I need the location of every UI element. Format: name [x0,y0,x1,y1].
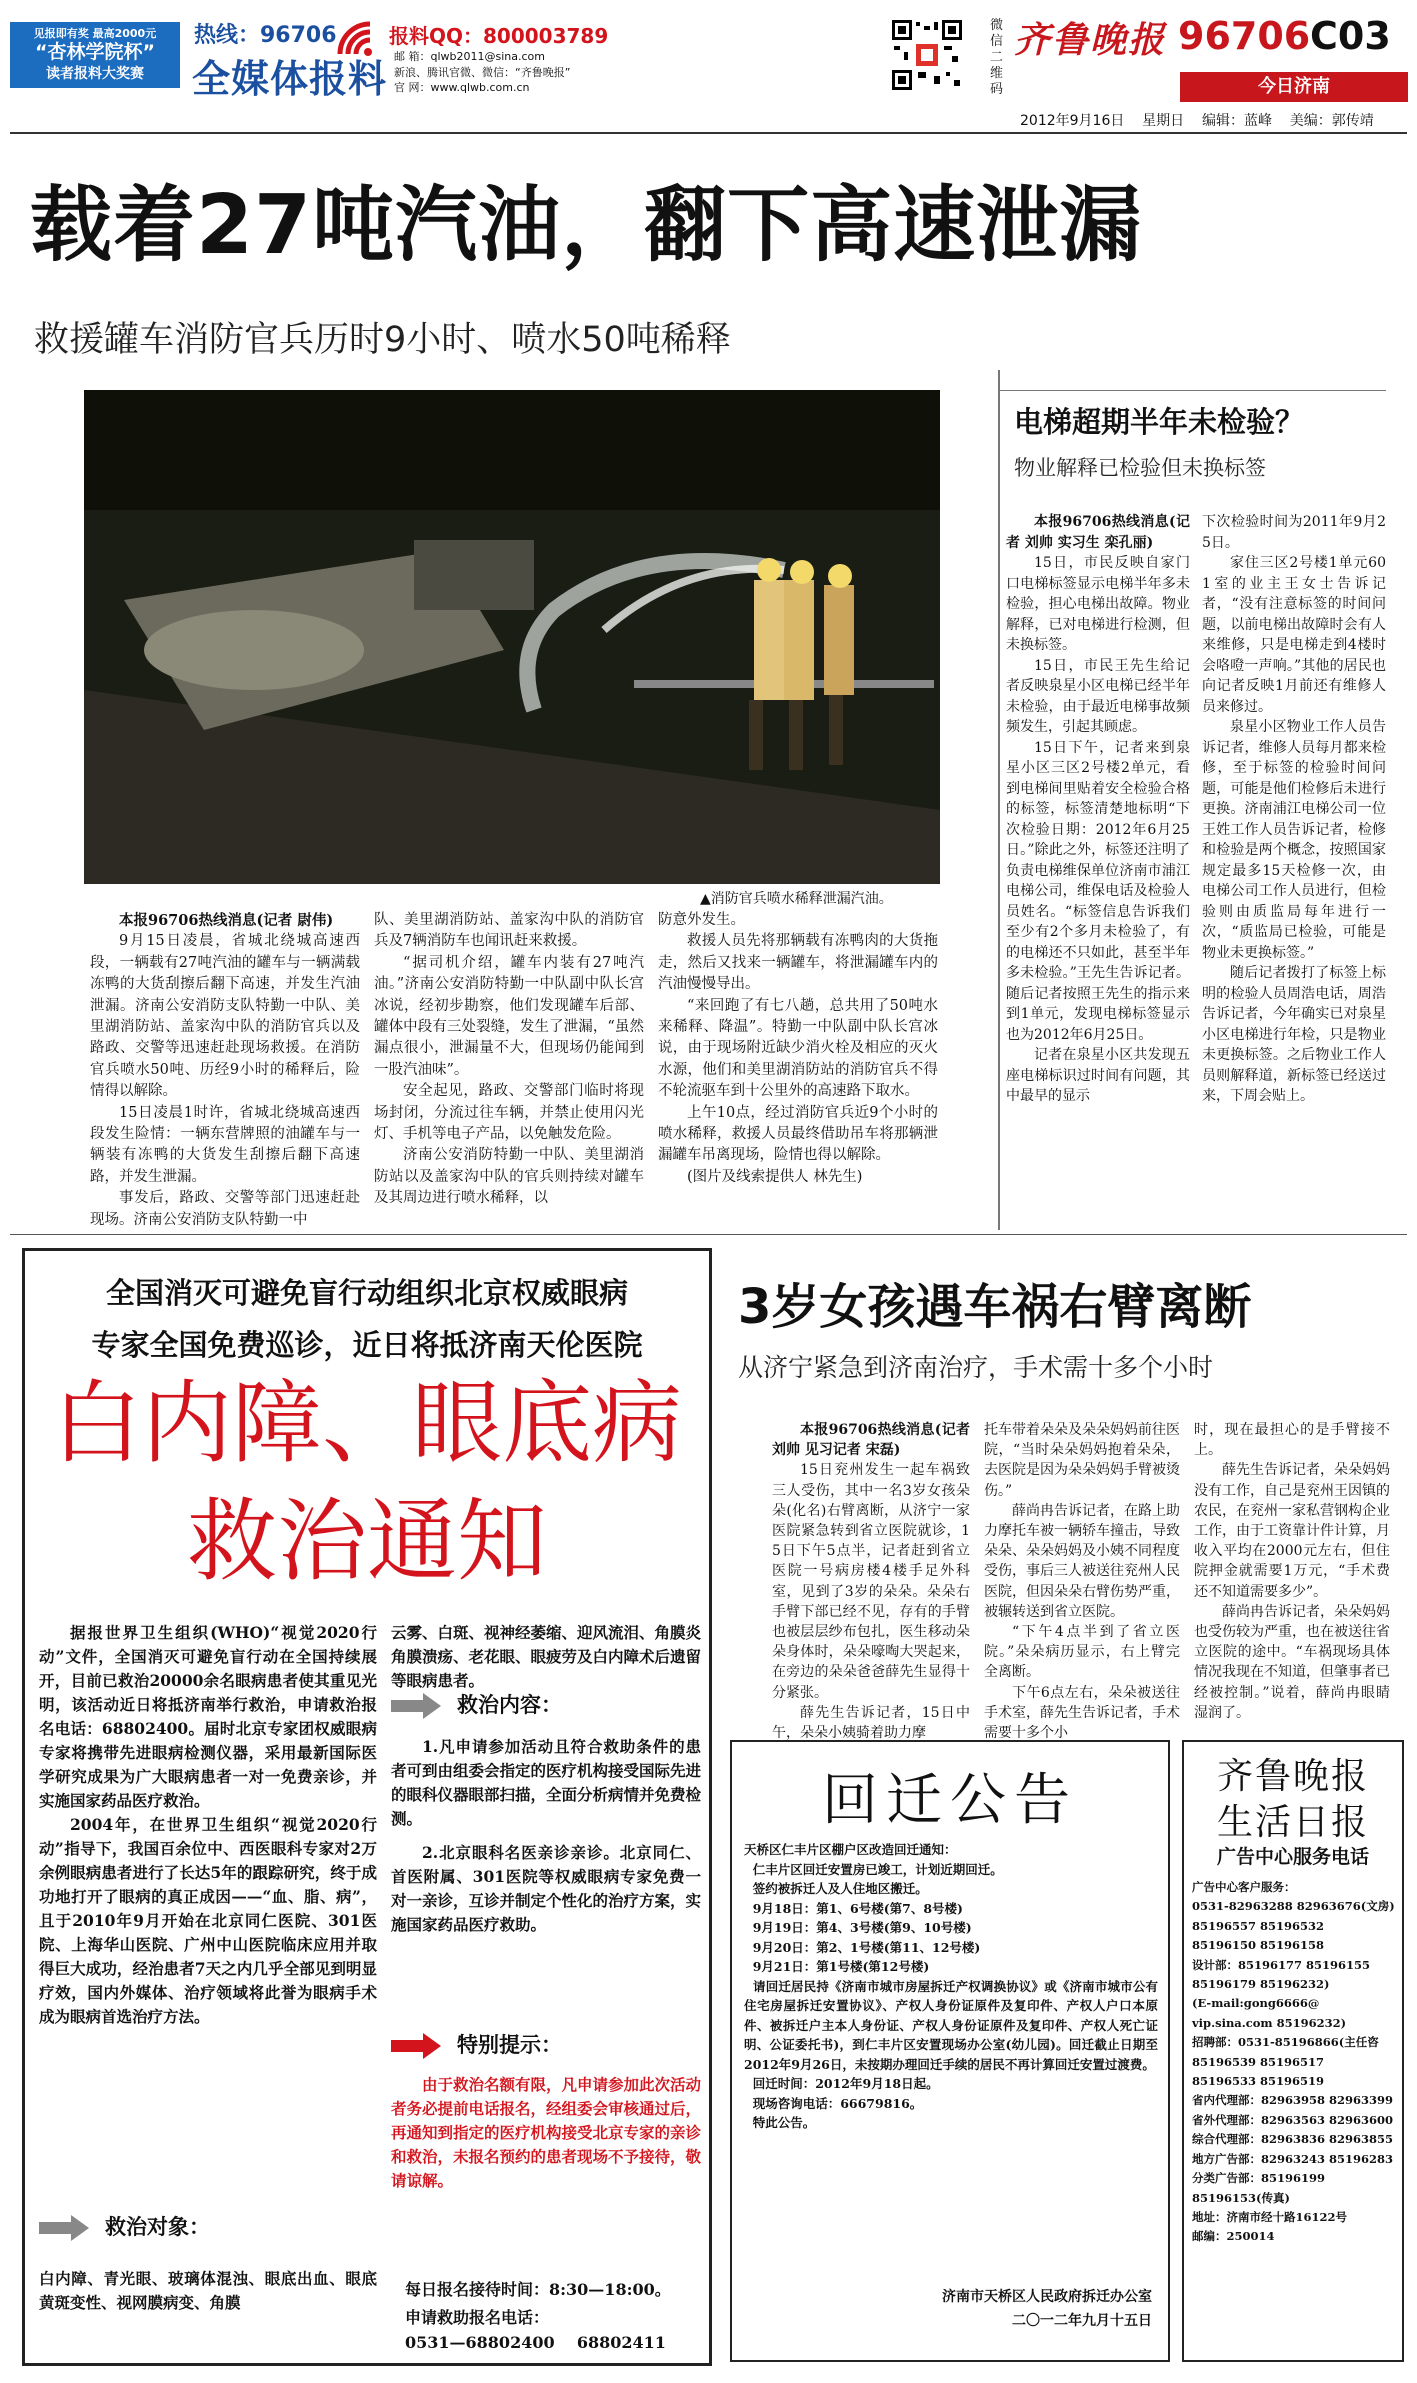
main-col3-p3: “来回跑了有七八趟，总共用了50吨水来稀释、降温”。特勤一中队副中队长宫冰说，由于现场附近缺少消火栓及相应的灭火水源，他们和美里湖消防站的消防官兵不得不轮流驱车到十公里外的高速路下取水。 [658,997,938,1100]
ad-line: 省外代理部：82963563 82963600 [1192,2112,1394,2127]
eye-ad-right-top-p: 云雾、白斑、视神经萎缩、迎风流泪、角膜炎角膜溃疡、老花眼、眼疲劳及白内障术后遗留等眼病患者。 [391,1623,702,1690]
girl-col2-p4: 下午6点左右，朵朵被送往手术室，薛先生告诉记者，手术需要十多个小 [984,1684,1180,1742]
ad-line: 85196539 85196517 [1192,2054,1325,2069]
eye-ad-big1: 白内障、眼底病 [52,1371,682,1476]
page-number: C03 [1310,14,1391,58]
ad-line: 85196153(传真) [1192,2190,1290,2205]
weibo-text: 新浪、腾讯官微、微信：“齐鲁晚报” [394,66,571,79]
ad-line: 省内代理部：82963958 82963399 [1192,2093,1394,2108]
main-col3-p1: 防意外发生。 [658,912,745,928]
main-col1-p3: 事发后，路政、交警等部门迅速赶赴现场。济南公安消防支队特勤一中 [90,1190,360,1228]
qr-code [870,18,984,92]
main-col1 [90,910,360,1228]
elevator-top-rule [1000,390,1386,391]
photo-caption: ▲消防官兵喷水稀释泄漏汽油。 [700,891,893,907]
eye-ad-left-p2: 2004年，在世界卫生组织“视觉2020行动”指导下，我国百余位中、西医眼科专家对2万余例眼病患者进行了长达5年的跟踪研究，终于成功地打开了眼病的真正成因——“血、脂、病”，且于2010年9月开始在北京同仁医院、301医院、上海华山医院、广州中山医院临床应用并取得巨大成功，经治患者7天之内几乎全部见到明显疗效，国内外媒体、治疗领域将此誉为眼病手术成为眼病首选治疗方法。 [39,1815,377,2026]
girl-col3-p1: 时，现在最担心的是手臂接不上。 [1194,1422,1390,1459]
girl-col2-p2: 薛尚冉告诉记者，在路上助力摩托车被一辆轿车撞击，导致朵朵、朵朵妈妈及小姨不同程度受伤，事后三人被送往兖州人民医院，但因朵朵右臂伤势严重，被辗转送到省立医院。 [984,1502,1180,1620]
eye-ad-line2: 专家全国免费巡诊，近日将抵济南天伦医院 [91,1328,643,1362]
main-col3-p4: 上午10点，经过消防官兵近9个小时的喷水稀释，救援人员最终借助吊车将那辆泄漏罐车吊离现场，险情也得以解除。 [658,1104,938,1164]
main-col2-p2: “据司机介绍，罐车内装有27吨汽油。”济南公安消防特勤一中队副中队长宫冰说，经初步勘察，他们发现罐车后部、罐体中段有三处裂缝，发生了泄漏，“虽然漏点很小，泄漏量不大，但现场仍能闻到一股汽油味”。 [374,954,644,1078]
ad-center-subtitle: 广告中心服务电话 [1216,1846,1369,1868]
section-banner: 今日济南 [1180,72,1408,102]
ad-line: vip.sina.com 85196232) [1192,2015,1347,2030]
content-label-row [391,1689,691,1723]
eye-ad-left-text [39,1621,377,2221]
date-line [1020,110,1374,130]
elevator-col1-p4: 记者在泉星小区共发现五座电梯标识过时间有问题，其中最早的显示 [1006,1047,1190,1104]
relocation-title: 回迁公告 [822,1768,1078,1833]
reg-phone: 0531—68802400 68802411 [405,2333,666,2352]
elevator-col2-p1: 下次检验时间为2011年9月25日。 [1202,514,1386,551]
elevator-col1-p1: 15日，市民反映自家门口电梯标签显示电梯半年多未检验，担心电梯出故障。物业解释，已对电梯进行检测，但未换标签。 [1006,555,1190,653]
girl-col2 [984,1420,1180,1742]
girl-byline: 本报96706热线消息(记者 刘帅 见习记者 宋磊) [772,1422,970,1459]
eye-ad-content [391,1735,701,1937]
ad-line: 综合代理部：82963836 82963855 [1192,2132,1394,2147]
ad-line: 分类广告部：85196199 [1192,2171,1326,2186]
content-label: 救治内容： [457,1693,562,1717]
email-text: 邮 箱：qlwb2011@sina.com [394,50,545,63]
ad-line: 85196150 85196158 [1192,1938,1325,1953]
ad-line: 地方广告部：82963243 85196283 [1192,2151,1394,2166]
girl-col1 [772,1420,970,1742]
artist: 美编：郭传靖 [1289,113,1374,129]
ad-line: 85196179 85196232) [1192,1977,1330,1992]
ad-center-lines [1192,1878,1398,2247]
girl-headline: 3岁女孩遇车祸右臂离断 [738,1279,1252,1335]
girl-col2-p3: “下午4点半到了省立医院。”朵朵病历显示，右上臂完全离断。 [984,1624,1180,1681]
eye-ad-notice [391,2073,701,2193]
reg-phone-label: 申请救助报名电话： [405,2308,550,2327]
main-subhead: 救援罐车消防官兵历时9小时、喷水50吨稀释 [34,320,731,360]
girl-col3-p2: 薛先生告诉记者，朵朵妈妈没有工作，自己是兖州王因镇的农民，在兖州一家私营钢构企业工作，由于工资靠计件计算，月收入平均在2000元左右，但住院押金就需要1万元，“手术费还不知道需要多少”。 [1194,1462,1390,1600]
main-col2-p3: 安全起见，路政、交警部门临时将现场封闭，分流过往车辆，并禁止使用闪光灯、手机等电子产品，以免触发危险。 [374,1083,644,1143]
girl-subhead: 从济宁紧急到济南治疗，手术需十多个小时 [738,1353,1214,1382]
relocation-text: 天桥区仁丰片区棚户区改造回迁通知： 仁丰片区回迁安置房已竣工，计划近期回迁。 签约被拆迁人及人住地区搬迁。 9月18日：第1、6号楼(第7、8号楼) 9月19日：第4、3号楼(第9、10号楼) 9月20日：第2、1号楼(第11、12号楼) 9月21日：第1号楼(第12号楼) 请回迁居民持《济南市城市房屋拆迁产权调换协议》或《济南市城市公有住宅房屋拆迁安置协议》、产权人身份证原件及复印件、产权人户口本原件、被拆迁户主本人身份证、产权人身份证原件及复印件、产权人死亡证明、公证委托书)，到仁丰片区安置现场办公室(幼儿园)。回迁截止日期至2012年9月26日，未按期办理回迁手续的居民不再计算回迁安置过渡费。 回迁时间：2012年9月18日起。 现场咨询电话：66679816。 特此公告。 [744,1842,1158,2130]
elevator-col2-p3: 泉星小区物业工作人员告诉记者，维修人员每月都来检修，至于标签的检验时间问题，可能是他们检修后未进行更换。济南浦江电梯公司一位王姓工作人员告诉记者，检修和检验是两个概念，按照国家规定最多15天检修一次，由电梯公司工作人员进行，但检验则由质监局每年进行一次，“质监局已检验，可能是物业未更换标签。” [1202,719,1386,961]
elevator-subhead: 物业解释已检验但未换标签 [1014,456,1266,480]
ad-line: (E-mail:gong6666@ [1192,1996,1320,2011]
weekday: 星期日 [1142,113,1185,129]
main-col2-p4: 济南公安消防特勤一中队、美里湖消防站以及盖家沟中队的官兵则持续对罐车及其周边进行喷水稀释，以 [374,1147,644,1207]
main-col1-p1: 9月15日凌晨，省城北绕城高速西段，一辆载有27吨汽油的罐车与一辆满载冻鸭的大货刮擦后翻下高速，并发生汽油泄漏。济南公安消防支队特勤一中队、美里湖消防站、盖家沟中队的消防官兵以及路政、交警等迅速赶赴现场救援。在消防官兵喷水50吨、历经9小时的稀释后，险情得以解除。 [90,933,360,1100]
allmedia-text: 全媒体报料 [192,57,388,101]
main-col1-p2: 15日凌晨1时许，省城北绕城高速西段发生险情：一辆东营牌照的油罐车与一辆装有冻鸭的大货发生刮擦后翻下高速路，并发生泄漏。 [90,1104,360,1185]
elevator-col1-p3: 15日下午，记者来到泉星小区三区2号楼2单元，看到电梯间里贴着安全检验合格的标签，标签清楚地标明“下次检验日期：2012年6月25日。”除此之外，标签还注明了负责电梯维保单位济南市浦江电梯公司，维保电话及检验人员姓名。“标签信息告诉我们至少有2个多月未检验了，有的电梯还不只如此，甚至半年多未检验。”王先生告诉记者。随后记者按照王先生的指示来到1单元，发现电梯标签显示也为2012年6月25日。 [1006,739,1190,1043]
notice-label: 特别提示： [457,2033,562,2057]
hotline-text: 热线：96706 [194,23,337,48]
eye-ad-left-p1: 据报世界卫生组织(WHO)“视觉2020行动”文件，全国消灭可避免盲行动在全国持续展开，目前已救治20000余名眼病患者使其重见光明，该活动近日将抵济南举行救治，申请救治报名电话：68802400。届时北京专家团权威眼病专家将携带先进眼病检测仪器，采用最新国际医学研究成果为广大眼病患者一对一免费亲诊，并实施国家药品医疗救治。 [39,1623,377,1810]
treat-label-row [39,2211,339,2245]
content-item1: 1.凡申请参加活动且符合救助条件的患者可到由组委会指定的医疗机构接受国际先进的眼科仪器眼部扫描，全面分析病情并免费检测。 [391,1737,702,1828]
main-col3-p2: 救援人员先将那辆载有冻鸭肉的大货拖走，然后又找来一辆罐车，将泄漏罐车内的汽油慢慢导出。 [658,933,938,993]
main-byline: 本报96706热线消息(记者 尉伟) [119,912,334,929]
eye-ad-right-top [391,1621,701,1693]
eye-ad-line1: 全国消灭可避免盲行动组织北京权威眼病 [105,1276,628,1310]
elevator-col1-p2: 15日，市民王先生给记者反映泉星小区电梯已经半年未检验，由于最近电梯事故频频发生，引起其顾虑。 [1006,657,1190,735]
qq-text: 报料QQ：800003789 [389,24,609,48]
content-item2: 2.北京眼科名医亲诊亲诊。北京同仁、首医附属、301医院等权威眼病专家免费一对一亲诊，互诊并制定个性化的治疗方案，实施国家药品医疗救助。 [391,1843,702,1934]
ad-line: 广告中心客户服务： [1192,1880,1296,1894]
elevator-col2 [1202,512,1386,1212]
ad-line: 地址：济南市经十路16122号 [1192,2209,1348,2224]
ad-line: 设计部：85196177 85196155 [1192,1957,1371,1972]
ad-center-title2: 生活日报 [1216,1802,1369,1843]
girl-col1-p1: 15日兖州发生一起车祸致三人受伤，其中一名3岁女孩朵朵(化名)右臂离断，从济宁一家医院紧急转到省立医院就诊，15日下午5点半，记者赶到省立医院一号病房楼4楼手足外科室，见到了3岁的朵朵。朵朵右手臂下部已经不见，存有的手臂也被层层纱布包扎，医生移动朵朵身体时，朵朵嚎啕大哭起来，在旁边的朵朵爸爸薛先生显得十分紧张。 [772,1462,970,1701]
elevator-headline: 电梯超期半年未检验？ [1014,405,1305,439]
allmedia-box [184,18,609,101]
ad-line: 招聘部：0531-85196866(主任咨 [1192,2035,1379,2050]
arrow-icon [391,2033,441,2059]
arrow-icon [39,2215,89,2241]
ad-line: 85196557 85196532 [1192,1918,1325,1933]
arrow-icon [391,1693,441,1719]
girl-col2-p1: 托车带着朵朵及朵朵妈妈前往医院，“当时朵朵妈妈抱着朵朵，去医院是因为朵朵妈妈手臂被烫伤。” [984,1422,1180,1499]
relocation-signer: 济南市天桥区人民政府拆迁办公室 [942,2289,1152,2305]
main-col3 [658,910,938,1206]
treat-label: 救治对象： [105,2215,210,2239]
main-photo [84,390,940,884]
elevator-col2-p2: 家住三区2号楼1单元601室的业主王女士告诉记者，“没有注意标签的时间问题，以前电梯出故障时会有人来维修，只是电梯走到4楼时会咯噔一声响。”其他的居民也向记者反映1月前还有维修人员来修过。 [1202,555,1386,715]
date: 2012年9月16日 [1020,113,1125,129]
qr-caption: 微信二维码 [990,18,1004,97]
girl-col3-p3: 薛尚冉告诉记者，朵朵妈妈也受伤较为严重，也在被送往省立医院的途中。“车祸现场具体情况我现在不知道，但肇事者已经被控制。”说着，薛尚冉眼睛湿润了。 [1194,1603,1390,1721]
treat-text: 白内障、青光眼、玻璃体混浊、眼底出血、眼底黄斑变性、视网膜病变、角膜 [39,2269,377,2312]
signal-icon [334,18,392,58]
eye-ad-big2: 救治通知 [187,1489,547,1594]
elevator-divider [998,370,1000,1230]
ad-center-title1: 齐鲁晚报 [1216,1756,1369,1797]
girl-col3 [1194,1420,1390,1720]
ad-line: 邮编：250014 [1192,2229,1275,2244]
main-col2-p1: 队、美里湖消防站、盖家沟中队的消防官兵及7辆消防车也闻讯赶来救援。 [374,912,644,950]
reg-time: 每日报名接待时间：8:30—18:00。 [405,2280,671,2299]
ad-line: 0531-82963288 82963676(文房) [1192,1899,1395,1914]
main-col2 [374,910,644,1206]
paper-name: 齐鲁晚报 [1014,19,1167,61]
elevator-col1 [1006,512,1190,1212]
header-rule [10,132,1407,134]
ad-center [1182,1740,1404,2362]
promo-banner [10,22,180,88]
girl-col1-p2: 薛先生告诉记者，15日中午，朵朵小姨骑着助力摩 [772,1704,970,1742]
notice-label-row [391,2029,691,2063]
promo-line1: 见报即有奖 最高2000元 [33,27,157,40]
editor: 编辑：蓝峰 [1201,113,1272,129]
relocation-notice [730,1740,1170,2362]
website-text: 官 网：www.qlwb.com.cn [394,81,530,94]
mid-rule [10,1234,1407,1235]
paper-hotline: 96706 [1178,14,1311,58]
eye-ad [22,1248,712,2366]
main-col3-p5: (图片及线索提供人 林先生) [687,1168,863,1185]
notice-text: 由于救治名额有限，凡申请参加此次活动者务必提前电话报名，经组委会审核通过后，再通知到指定的医疗机构接受北京专家的亲诊和救治，未报名预约的患者现场不予接待，敬请谅解。 [391,2075,702,2190]
elevator-byline: 本报96706热线消息(记者 刘帅 实习生 栾孔丽) [1006,514,1190,551]
main-headline: 载着27吨汽油，翻下高速泄漏 [30,178,1143,273]
elevator-col2-p4: 随后记者拨打了标签上标明的检验人员周浩电话，周浩告诉记者，今年确实已对泉星小区电梯进行年检，只是物业未更换标签。之后物业工作人员则解释道，新标签已经送过来，下周会贴上。 [1202,965,1386,1104]
promo-line3: 读者报料大奖赛 [46,66,144,82]
relocation-date: 二〇一二年九月十五日 [1012,2313,1152,2329]
promo-line2: “杏林学院杯” [35,41,155,63]
ad-line: 85196533 85196519 [1192,2074,1325,2089]
